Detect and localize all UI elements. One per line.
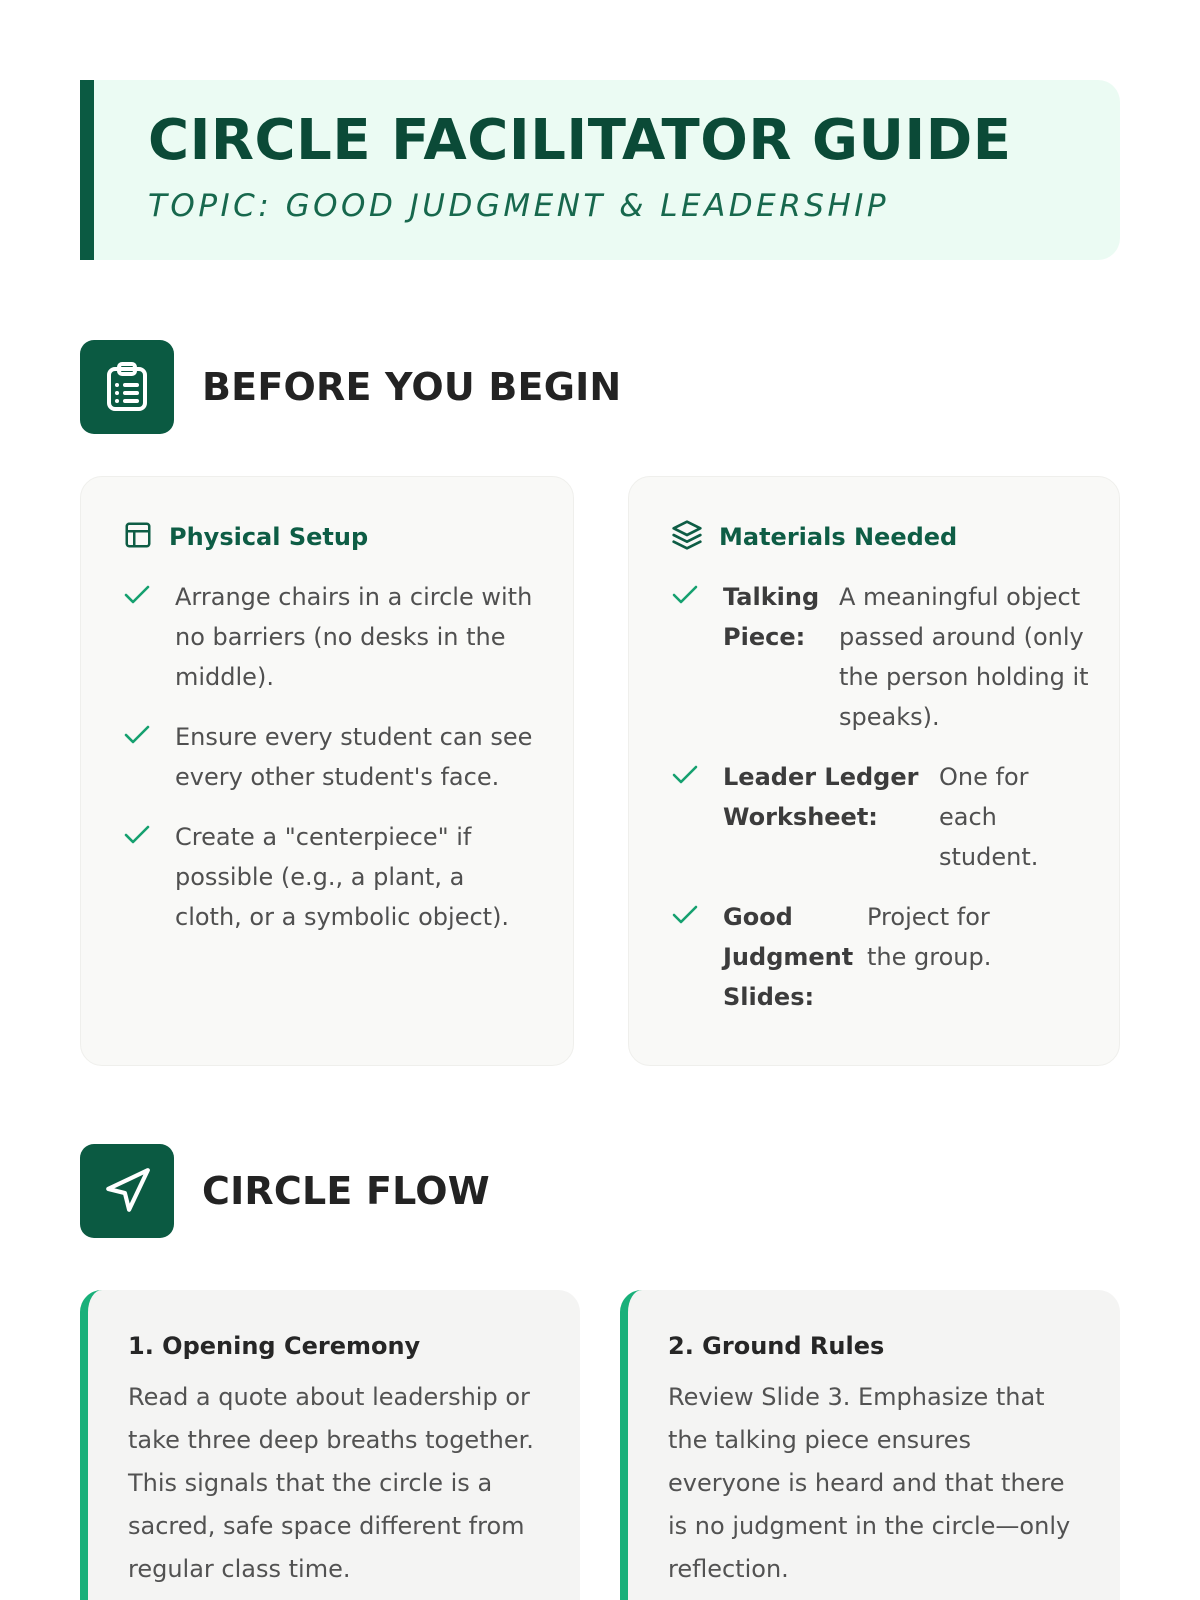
section-title: BEFORE YOU BEGIN xyxy=(202,365,622,409)
section-title: CIRCLE FLOW xyxy=(202,1169,490,1213)
page-title: CIRCLE FACILITATOR GUIDE xyxy=(148,108,1012,173)
materials-list xyxy=(671,577,1089,1017)
flow-step-title: 1. Opening Ceremony xyxy=(128,1332,421,1360)
check-icon xyxy=(671,583,699,611)
clipboard-icon xyxy=(80,340,174,434)
flow-step-card xyxy=(620,1290,1120,1600)
flow-step-card xyxy=(80,1290,580,1600)
flow-section-header xyxy=(80,1144,490,1238)
flow-step-text: Review Slide 3. Emphasize that the talking piece ensures everyone is heard and that there is no judgment in the circle—only reflection. xyxy=(668,1383,1071,1583)
material-term: Talking Piece: xyxy=(723,583,820,651)
material-desc: A meaningful object passed around (only the person holding it speaks). xyxy=(839,583,1089,731)
list-item: Ensure every student can see every other student's face. xyxy=(123,717,533,797)
card-title: Materials Needed xyxy=(719,523,958,551)
check-icon xyxy=(671,903,699,931)
list-item: Create a "centerpiece" if possible (e.g., a plant, a cloth, or a symbolic object). xyxy=(123,817,533,937)
physical-setup-card xyxy=(80,476,574,1066)
layout-icon xyxy=(123,520,153,554)
materials-card xyxy=(628,476,1120,1066)
check-icon xyxy=(123,583,151,611)
material-term: Leader Ledger Worksheet: xyxy=(723,763,919,831)
setup-list xyxy=(123,577,533,937)
list-item xyxy=(671,897,1079,1017)
before-section-header xyxy=(80,340,621,434)
material-desc: Project for the group. xyxy=(867,903,992,971)
material-term: Good Judgment Slides: xyxy=(723,903,854,1011)
material-desc: One for each student. xyxy=(939,763,1039,871)
flow-step-title: 2. Ground Rules xyxy=(668,1332,885,1360)
check-icon xyxy=(123,723,151,751)
guide-header xyxy=(80,80,1120,260)
send-icon xyxy=(80,1144,174,1238)
list-item: Arrange chairs in a circle with no barriers (no desks in the middle). xyxy=(123,577,533,697)
flow-step-text: Read a quote about leadership or take three deep breaths together. This signals that the circle is a sacred, safe space different from regular class time. xyxy=(128,1383,534,1583)
page-subtitle: TOPIC: GOOD JUDGMENT & LEADERSHIP xyxy=(148,187,890,224)
card-title: Physical Setup xyxy=(169,523,369,551)
layers-icon xyxy=(671,519,703,555)
check-icon xyxy=(123,823,151,851)
check-icon xyxy=(671,763,699,791)
list-item xyxy=(671,757,1079,877)
list-item xyxy=(671,577,1089,737)
